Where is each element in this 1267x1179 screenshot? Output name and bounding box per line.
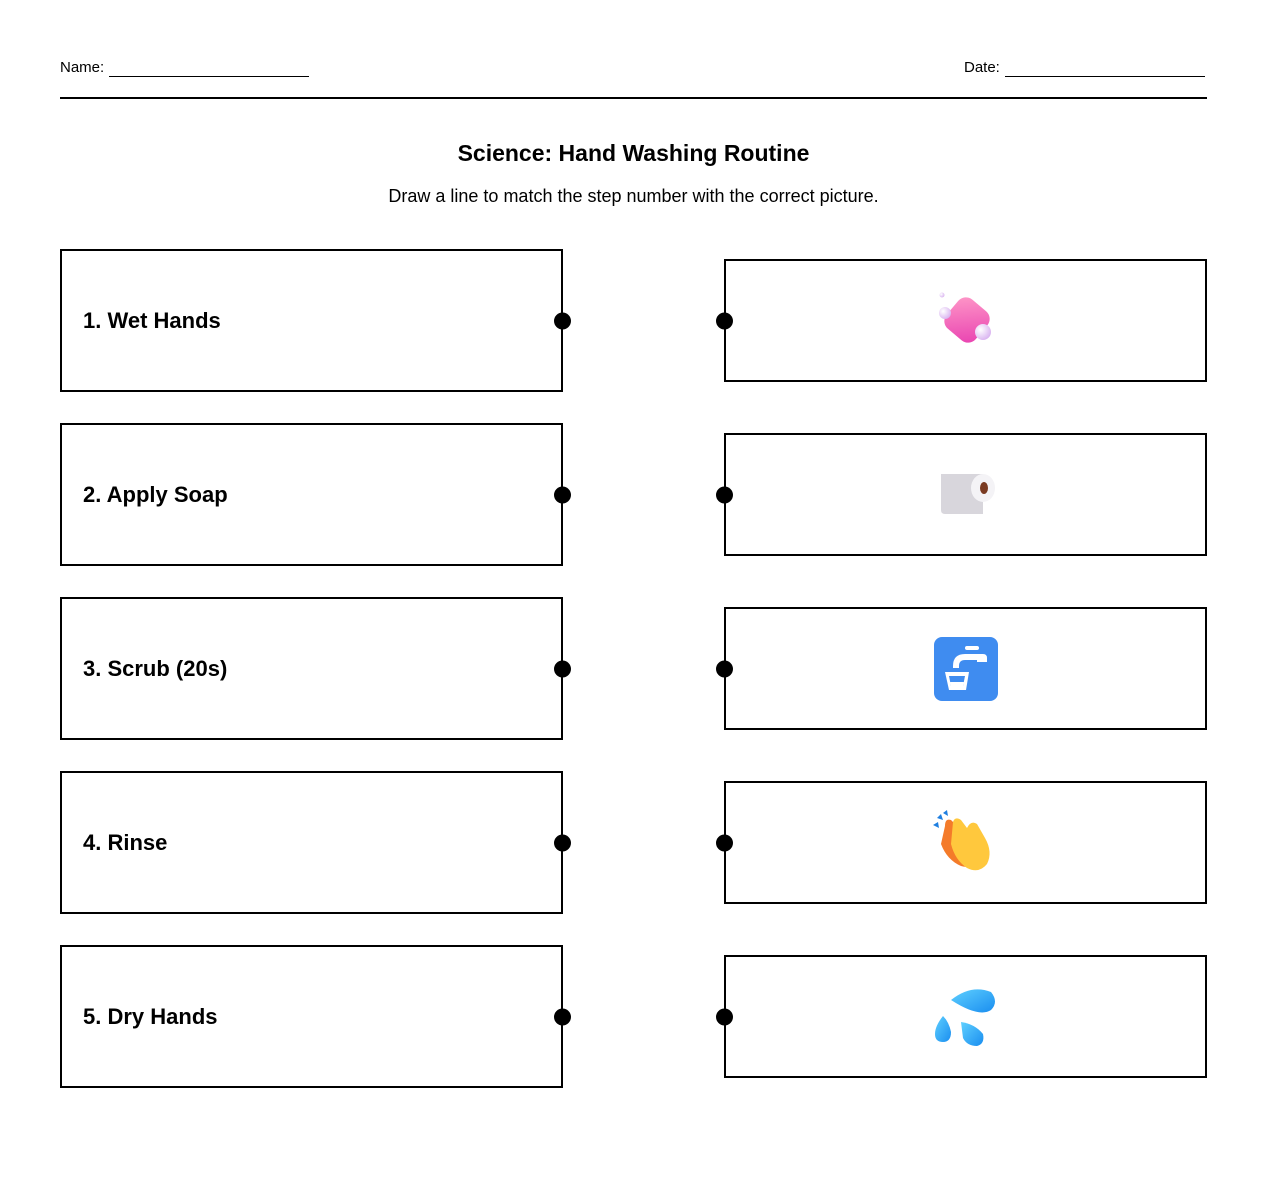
- clapping-hands-icon: [931, 808, 1001, 878]
- connector-dot[interactable]: [554, 312, 571, 329]
- connector-dot[interactable]: [716, 660, 733, 677]
- picture-box-5: [724, 955, 1207, 1078]
- name-label: Name:: [60, 59, 105, 76]
- connector-dot[interactable]: [716, 1008, 733, 1025]
- potable-water-faucet-icon: [931, 634, 1001, 704]
- step-box-5: [60, 945, 563, 1088]
- date-blank-line[interactable]: [1005, 62, 1205, 77]
- step-label: 2. Apply Soap: [83, 481, 228, 507]
- connector-dot[interactable]: [554, 486, 571, 503]
- picture-box-3: [724, 607, 1207, 730]
- step-label: 1. Wet Hands: [83, 307, 221, 333]
- step-box-1: [60, 249, 563, 392]
- sweat-droplets-icon: [931, 982, 1001, 1052]
- instructions: Draw a line to match the step number with the correct picture.: [388, 186, 879, 206]
- header-divider: [60, 97, 1207, 99]
- picture-box-4: [724, 781, 1207, 904]
- connector-dot[interactable]: [554, 834, 571, 851]
- page-title: Science: Hand Washing Routine: [457, 140, 810, 166]
- step-label: 3. Scrub (20s): [83, 655, 228, 681]
- connector-dot[interactable]: [554, 1008, 571, 1025]
- date-label: Date:: [964, 59, 1000, 76]
- step-box-2: [60, 423, 563, 566]
- connector-dot[interactable]: [716, 834, 733, 851]
- name-field[interactable]: [60, 59, 309, 77]
- name-blank-line[interactable]: [109, 62, 309, 77]
- connector-dot[interactable]: [554, 660, 571, 677]
- step-box-3: [60, 597, 563, 740]
- step-label: 4. Rinse: [83, 829, 168, 855]
- connector-dot[interactable]: [716, 486, 733, 503]
- date-field[interactable]: [964, 59, 1205, 77]
- toilet-paper-roll-icon: [931, 460, 1001, 530]
- soap-icon: [931, 286, 1001, 356]
- step-label: 5. Dry Hands: [83, 1003, 218, 1029]
- connector-dot[interactable]: [716, 312, 733, 329]
- picture-box-2: [724, 433, 1207, 556]
- picture-box-1: [724, 259, 1207, 382]
- step-box-4: [60, 771, 563, 914]
